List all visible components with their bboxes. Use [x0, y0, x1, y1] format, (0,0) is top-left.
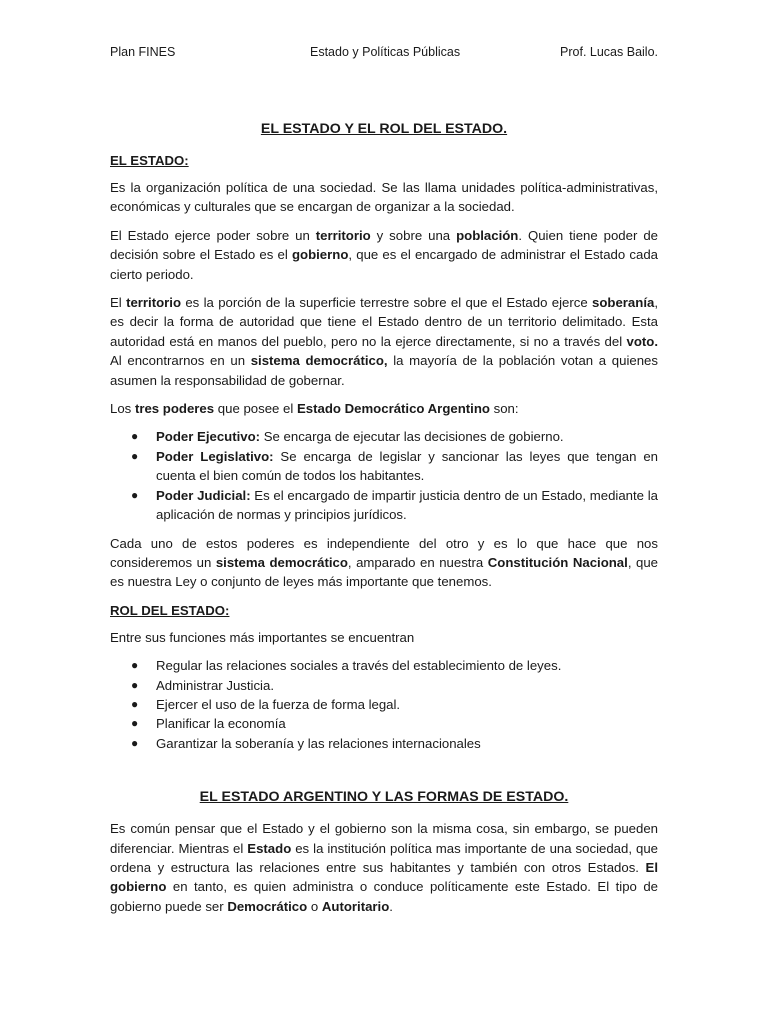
list-item: ● Poder Ejecutivo: Se encarga de ejecutar las decisiones de gobierno. [156, 427, 658, 446]
paragraph-funciones-intro: Entre sus funciones más importantes se encuentran [110, 629, 415, 645]
bullet-icon: ● [131, 735, 139, 750]
section-title-estado-rol: EL ESTADO Y EL ROL DEL ESTADO. [260, 121, 508, 137]
paragraph-estado-gobierno: Es común pensar que el Estado y el gobierno son la misma cosa, sin embargo, se pueden diferenciar. Mientras el Estado es la institución política mas importante de una sociedad, que ordena y estructura las relaciones entre sus habitantes y también con otros Estados. El gobierno en tanto, es quien administra o conduce políticamente este Estado. El tipo de gobierno puede ser Democrático o Autoritario. [110, 821, 658, 914]
bullet-icon: ● [131, 677, 139, 692]
header-subject: Estado y Políticas Públicas [310, 45, 461, 59]
bullet-icon: ● [131, 658, 139, 673]
list-item: ● Regular las relaciones sociales a través del establecimiento de leyes. [156, 656, 658, 675]
bullet-icon: ● [131, 448, 139, 463]
bullet-icon: ● [131, 429, 139, 444]
section-title-estado-argentino: EL ESTADO ARGENTINO Y LAS FORMAS DE ESTADO. [199, 789, 569, 806]
list-item: ● Poder Legislativo: Se encarga de legislar y sancionar las leyes que tengan en cuenta el bien común de todos los habitantes. [131, 448, 658, 484]
bullet-icon: ● [131, 696, 139, 711]
document-body [110, 120, 658, 925]
bullet-icon: ● [131, 487, 139, 502]
list-item: ● Planificar la economía [156, 714, 658, 733]
list-item: ● Garantizar la soberanía y las relaciones internacionales [156, 734, 658, 753]
powers-list [110, 427, 658, 524]
paragraph-definition: Es la organización política de una sociedad. Se las llama unidades política-administrativas, económicas y culturales que se encargan de organizar a la sociedad. [110, 180, 658, 215]
list-item: ● Administrar Justicia. [156, 676, 658, 695]
list-item: ● Ejercer el uso de la fuerza de forma legal. [156, 695, 658, 714]
paragraph-tres-poderes: Los tres poderes que posee el Estado Democrático Argentino son: [110, 401, 519, 417]
paragraph-territorio: El territorio es la porción de la superficie terrestre sobre el que el Estado ejerce soberanía, es decir la forma de autoridad que tiene el Estado dentro de un territorio delimitado. Esta autoridad está en manos del pueblo, pero no la ejerce directamente, si no a través del voto. Al encontrarnos en un sistema democrático, la mayoría de la población votan a quienes asumen la responsabilidad de gobernar. [110, 295, 658, 388]
functions-list [110, 656, 658, 753]
paragraph-independencia: Cada uno de estos poderes es independiente del otro y es lo que hace que nos consideremos un sistema democrático, amparado en nuestra Constitución Nacional, que es nuestra Ley o conjunto de leyes más importante que tenemos. [110, 535, 659, 590]
bullet-icon: ● [131, 716, 139, 731]
section-spacer [110, 762, 658, 788]
subtitle-rol-del-estado: ROL DEL ESTADO: [110, 602, 230, 618]
page-header [110, 43, 658, 61]
subtitle-el-estado: EL ESTADO: [110, 153, 189, 168]
paragraph-poder: El Estado ejerce poder sobre un territorio y sobre una población. Quien tiene poder de decisión sobre el Estado es el gobierno, que es el encargado de administrar el Estado cada cierto periodo. [110, 227, 658, 282]
header-program: Plan FINES [110, 45, 176, 59]
list-item: ● Poder Judicial: Es el encargado de impartir justicia dentro de un Estado, mediante la aplicación de normas y principios jurídicos. [131, 487, 658, 523]
header-teacher: Prof. Lucas Bailo. [560, 45, 658, 59]
